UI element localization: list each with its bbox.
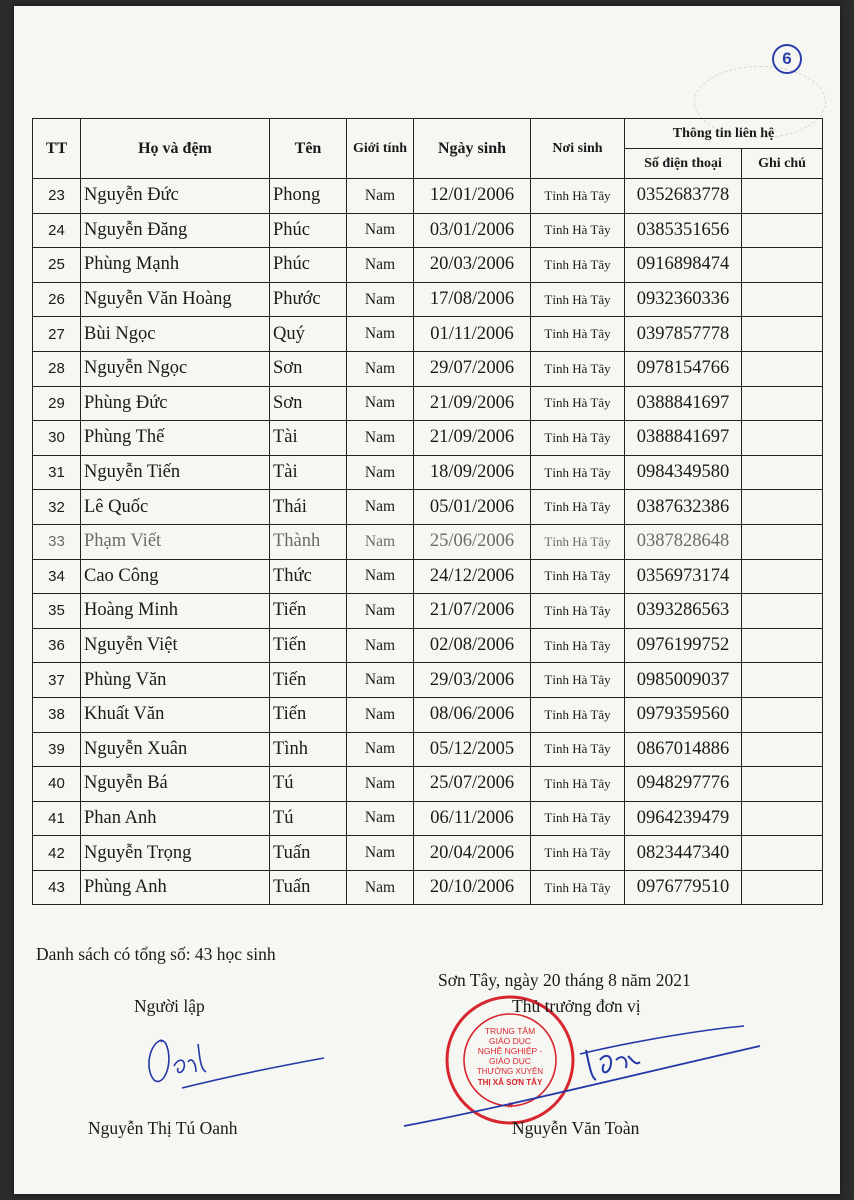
cell-ho-va-dem: Lê Quốc [81, 490, 270, 525]
cell-so-dien-thoai: 0352683778 [625, 179, 742, 214]
cell-ho-va-dem: Nguyễn Việt [81, 628, 270, 663]
cell-ngay-sinh: 25/06/2006 [414, 524, 531, 559]
cell-tt: 43 [33, 870, 81, 905]
header-thong-tin-lien-he: Thông tin liên hệ [625, 119, 823, 149]
cell-noi-sinh: Tỉnh Hà Tây [531, 317, 625, 352]
cell-ngay-sinh: 06/11/2006 [414, 801, 531, 836]
cell-noi-sinh: Tỉnh Hà Tây [531, 628, 625, 663]
table-row [33, 421, 823, 456]
header-ho-va-dem: Họ và đệm [81, 119, 270, 179]
cell-ho-va-dem: Nguyễn Xuân [81, 732, 270, 767]
table-row [33, 559, 823, 594]
cell-so-dien-thoai: 0985009037 [625, 663, 742, 698]
cell-ho-va-dem: Phùng Mạnh [81, 248, 270, 283]
cell-ghi-chu [742, 697, 823, 732]
cell-gioi-tinh: Nam [347, 801, 414, 836]
cell-ghi-chu [742, 179, 823, 214]
cell-ghi-chu [742, 732, 823, 767]
cell-ghi-chu [742, 317, 823, 352]
cell-ghi-chu [742, 386, 823, 421]
cell-so-dien-thoai: 0979359560 [625, 697, 742, 732]
cell-gioi-tinh: Nam [347, 697, 414, 732]
cell-ho-va-dem: Hoàng Minh [81, 594, 270, 629]
cell-so-dien-thoai: 0387828648 [625, 524, 742, 559]
cell-ngay-sinh: 02/08/2006 [414, 628, 531, 663]
cell-noi-sinh: Tỉnh Hà Tây [531, 870, 625, 905]
cell-ghi-chu [742, 455, 823, 490]
cell-ngay-sinh: 24/12/2006 [414, 559, 531, 594]
cell-so-dien-thoai: 0388841697 [625, 386, 742, 421]
cell-ten: Tài [270, 421, 347, 456]
cell-tt: 24 [33, 213, 81, 248]
cell-so-dien-thoai: 0976779510 [625, 870, 742, 905]
cell-so-dien-thoai: 0393286563 [625, 594, 742, 629]
header-ngay-sinh: Ngày sinh [414, 119, 531, 179]
cell-ho-va-dem: Nguyễn Bá [81, 767, 270, 802]
cell-tt: 23 [33, 179, 81, 214]
table-row [33, 628, 823, 663]
cell-tt: 40 [33, 767, 81, 802]
stamp-line-4: GIÁO DỤC [488, 1056, 532, 1066]
cell-ghi-chu [742, 282, 823, 317]
cell-so-dien-thoai: 0932360336 [625, 282, 742, 317]
cell-ghi-chu [742, 248, 823, 283]
head-title: Thủ trưởng đơn vị [512, 996, 641, 1016]
cell-ngay-sinh: 20/03/2006 [414, 248, 531, 283]
cell-ten: Tiến [270, 628, 347, 663]
cell-tt: 41 [33, 801, 81, 836]
cell-ngay-sinh: 21/09/2006 [414, 386, 531, 421]
creator-signature [140, 1028, 340, 1098]
table-row [33, 213, 823, 248]
table-row [33, 767, 823, 802]
cell-gioi-tinh: Nam [347, 836, 414, 871]
cell-ghi-chu [742, 767, 823, 802]
cell-so-dien-thoai: 0964239479 [625, 801, 742, 836]
stamp-line-5: THƯỜNG XUYÊN [476, 1067, 544, 1076]
cell-noi-sinh: Tỉnh Hà Tây [531, 282, 625, 317]
cell-ten: Thức [270, 559, 347, 594]
header-so-dien-thoai: Số điện thoại [625, 149, 742, 179]
cell-gioi-tinh: Nam [347, 524, 414, 559]
cell-gioi-tinh: Nam [347, 455, 414, 490]
cell-tt: 31 [33, 455, 81, 490]
cell-ngay-sinh: 18/09/2006 [414, 455, 531, 490]
table-row [33, 351, 823, 386]
cell-gioi-tinh: Nam [347, 559, 414, 594]
stamp-line-2: GIÁO DỤC [488, 1036, 532, 1046]
cell-gioi-tinh: Nam [347, 179, 414, 214]
cell-ho-va-dem: Nguyễn Đức [81, 179, 270, 214]
table-row [33, 697, 823, 732]
cell-ten: Phong [270, 179, 347, 214]
cell-ho-va-dem: Phan Anh [81, 801, 270, 836]
header-ten: Tên [270, 119, 347, 179]
cell-tt: 26 [33, 282, 81, 317]
cell-ghi-chu [742, 213, 823, 248]
cell-noi-sinh: Tỉnh Hà Tây [531, 386, 625, 421]
cell-gioi-tinh: Nam [347, 248, 414, 283]
star-icon: ★ [505, 1100, 515, 1110]
cell-ngay-sinh: 20/04/2006 [414, 836, 531, 871]
cell-ngay-sinh: 21/09/2006 [414, 421, 531, 456]
cell-tt: 38 [33, 697, 81, 732]
cell-ngay-sinh: 29/07/2006 [414, 351, 531, 386]
cell-so-dien-thoai: 0385351656 [625, 213, 742, 248]
cell-tt: 29 [33, 386, 81, 421]
cell-ghi-chu [742, 351, 823, 386]
cell-ngay-sinh: 20/10/2006 [414, 870, 531, 905]
cell-ten: Tình [270, 732, 347, 767]
cell-noi-sinh: Tỉnh Hà Tây [531, 351, 625, 386]
cell-ten: Tuấn [270, 836, 347, 871]
cell-noi-sinh: Tỉnh Hà Tây [531, 524, 625, 559]
cell-noi-sinh: Tỉnh Hà Tây [531, 455, 625, 490]
cell-so-dien-thoai: 0867014886 [625, 732, 742, 767]
table-row [33, 317, 823, 352]
cell-noi-sinh: Tỉnh Hà Tây [531, 179, 625, 214]
cell-tt: 42 [33, 836, 81, 871]
cell-so-dien-thoai: 0948297776 [625, 767, 742, 802]
cell-noi-sinh: Tỉnh Hà Tây [531, 663, 625, 698]
table-row [33, 490, 823, 525]
cell-ho-va-dem: Khuất Văn [81, 697, 270, 732]
stamp-line-1: TRUNG TÂM [484, 1026, 536, 1036]
head-name: Nguyễn Văn Toàn [512, 1118, 640, 1138]
cell-ghi-chu [742, 490, 823, 525]
cell-ho-va-dem: Nguyễn Ngọc [81, 351, 270, 386]
cell-so-dien-thoai: 0978154766 [625, 351, 742, 386]
creator-title: Người lập [134, 996, 205, 1016]
cell-noi-sinh: Tỉnh Hà Tây [531, 490, 625, 525]
cell-tt: 36 [33, 628, 81, 663]
cell-gioi-tinh: Nam [347, 628, 414, 663]
cell-ngay-sinh: 01/11/2006 [414, 317, 531, 352]
total-count: Danh sách có tổng số: 43 học sinh [36, 944, 276, 964]
table-row [33, 179, 823, 214]
cell-tt: 28 [33, 351, 81, 386]
cell-ten: Tú [270, 767, 347, 802]
table-row [33, 282, 823, 317]
cell-so-dien-thoai: 0388841697 [625, 421, 742, 456]
page-number: 6 [782, 49, 792, 68]
cell-so-dien-thoai: 0823447340 [625, 836, 742, 871]
cell-gioi-tinh: Nam [347, 421, 414, 456]
cell-ghi-chu [742, 421, 823, 456]
cell-ten: Quý [270, 317, 347, 352]
cell-ho-va-dem: Phùng Văn [81, 663, 270, 698]
creator-name: Nguyễn Thị Tú Oanh [88, 1118, 238, 1138]
cell-noi-sinh: Tỉnh Hà Tây [531, 836, 625, 871]
cell-ten: Tiến [270, 663, 347, 698]
cell-tt: 34 [33, 559, 81, 594]
cell-ngay-sinh: 08/06/2006 [414, 697, 531, 732]
cell-ghi-chu [742, 836, 823, 871]
cell-noi-sinh: Tỉnh Hà Tây [531, 248, 625, 283]
cell-so-dien-thoai: 0356973174 [625, 559, 742, 594]
cell-tt: 39 [33, 732, 81, 767]
header-tt: TT [33, 119, 81, 179]
header-noi-sinh: Nơi sinh [531, 119, 625, 179]
cell-ghi-chu [742, 628, 823, 663]
cell-gioi-tinh: Nam [347, 213, 414, 248]
cell-tt: 32 [33, 490, 81, 525]
cell-ngay-sinh: 25/07/2006 [414, 767, 531, 802]
table-body [33, 179, 823, 905]
cell-ho-va-dem: Nguyễn Đăng [81, 213, 270, 248]
cell-noi-sinh: Tỉnh Hà Tây [531, 767, 625, 802]
cell-ten: Phúc [270, 248, 347, 283]
cell-gioi-tinh: Nam [347, 594, 414, 629]
cell-gioi-tinh: Nam [347, 870, 414, 905]
cell-ho-va-dem: Nguyễn Trọng [81, 836, 270, 871]
cell-tt: 33 [33, 524, 81, 559]
table-row [33, 524, 823, 559]
cell-ngay-sinh: 21/07/2006 [414, 594, 531, 629]
table-row [33, 594, 823, 629]
cell-ho-va-dem: Phạm Viết [81, 524, 270, 559]
cell-ho-va-dem: Nguyễn Văn Hoàng [81, 282, 270, 317]
cell-ten: Tuấn [270, 870, 347, 905]
cell-noi-sinh: Tỉnh Hà Tây [531, 421, 625, 456]
cell-ten: Tiến [270, 697, 347, 732]
table-row [33, 248, 823, 283]
cell-ten: Thành [270, 524, 347, 559]
cell-ngay-sinh: 12/01/2006 [414, 179, 531, 214]
stamp-line-6: THỊ XÃ SƠN TÂY [477, 1078, 543, 1087]
cell-so-dien-thoai: 0916898474 [625, 248, 742, 283]
cell-ten: Phước [270, 282, 347, 317]
cell-ten: Sơn [270, 351, 347, 386]
cell-tt: 35 [33, 594, 81, 629]
cell-so-dien-thoai: 0387632386 [625, 490, 742, 525]
table-row [33, 870, 823, 905]
cell-gioi-tinh: Nam [347, 732, 414, 767]
cell-ho-va-dem: Phùng Đức [81, 386, 270, 421]
cell-ten: Tài [270, 455, 347, 490]
cell-so-dien-thoai: 0976199752 [625, 628, 742, 663]
cell-tt: 37 [33, 663, 81, 698]
cell-ho-va-dem: Phùng Thế [81, 421, 270, 456]
cell-gioi-tinh: Nam [347, 663, 414, 698]
cell-gioi-tinh: Nam [347, 351, 414, 386]
cell-ghi-chu [742, 870, 823, 905]
cell-ghi-chu [742, 801, 823, 836]
table-row [33, 455, 823, 490]
cell-noi-sinh: Tỉnh Hà Tây [531, 559, 625, 594]
cell-gioi-tinh: Nam [347, 386, 414, 421]
cell-ghi-chu [742, 594, 823, 629]
cell-noi-sinh: Tỉnh Hà Tây [531, 213, 625, 248]
place-date: Sơn Tây, ngày 20 tháng 8 năm 2021 [438, 970, 691, 990]
cell-ngay-sinh: 29/03/2006 [414, 663, 531, 698]
cell-ghi-chu [742, 524, 823, 559]
cell-so-dien-thoai: 0984349580 [625, 455, 742, 490]
cell-ho-va-dem: Phùng Anh [81, 870, 270, 905]
cell-ten: Tú [270, 801, 347, 836]
table-row [33, 801, 823, 836]
cell-ten: Tiến [270, 594, 347, 629]
cell-ten: Phúc [270, 213, 347, 248]
cell-ho-va-dem: Cao Công [81, 559, 270, 594]
cell-ho-va-dem: Nguyễn Tiến [81, 455, 270, 490]
cell-ten: Thái [270, 490, 347, 525]
table-row [33, 663, 823, 698]
cell-noi-sinh: Tỉnh Hà Tây [531, 594, 625, 629]
cell-ngay-sinh: 17/08/2006 [414, 282, 531, 317]
student-table [32, 118, 823, 905]
table-row [33, 732, 823, 767]
head-signature [400, 1020, 770, 1132]
cell-ten: Sơn [270, 386, 347, 421]
cell-ngay-sinh: 03/01/2006 [414, 213, 531, 248]
header-gioi-tinh: Giới tính [347, 119, 414, 179]
header-ghi-chu: Ghi chú [742, 149, 823, 179]
cell-ngay-sinh: 05/01/2006 [414, 490, 531, 525]
cell-noi-sinh: Tỉnh Hà Tây [531, 732, 625, 767]
table-row [33, 386, 823, 421]
cell-ngay-sinh: 05/12/2005 [414, 732, 531, 767]
cell-ghi-chu [742, 559, 823, 594]
cell-tt: 25 [33, 248, 81, 283]
page-number-circle [772, 44, 802, 74]
cell-tt: 30 [33, 421, 81, 456]
cell-so-dien-thoai: 0397857778 [625, 317, 742, 352]
table-row [33, 836, 823, 871]
cell-ho-va-dem: Bùi Ngọc [81, 317, 270, 352]
cell-gioi-tinh: Nam [347, 490, 414, 525]
cell-gioi-tinh: Nam [347, 767, 414, 802]
stamp-line-3: NGHỀ NGHIỆP - [477, 1046, 543, 1056]
cell-noi-sinh: Tỉnh Hà Tây [531, 697, 625, 732]
cell-noi-sinh: Tỉnh Hà Tây [531, 801, 625, 836]
cell-ghi-chu [742, 663, 823, 698]
cell-tt: 27 [33, 317, 81, 352]
cell-gioi-tinh: Nam [347, 317, 414, 352]
cell-gioi-tinh: Nam [347, 282, 414, 317]
